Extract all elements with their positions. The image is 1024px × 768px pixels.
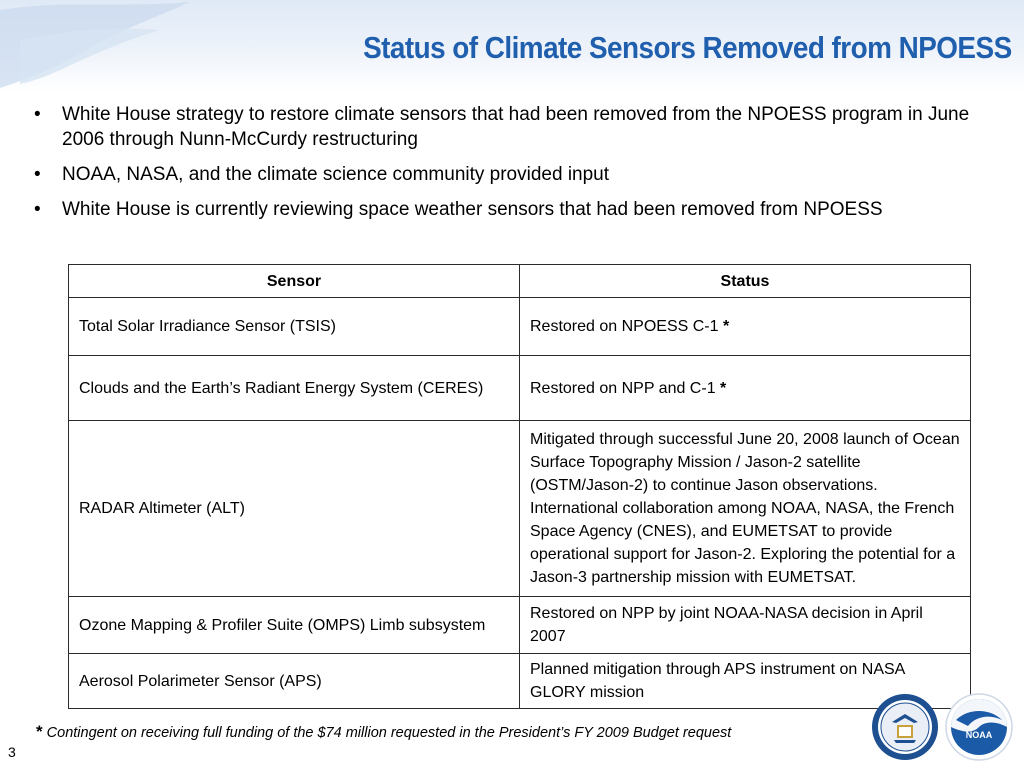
bullet-text: White House is currently reviewing space weather sensors that had been removed from NPOESS	[62, 199, 883, 220]
sensor-status-table	[68, 264, 971, 709]
status-cell	[520, 597, 971, 654]
page-number: 3	[8, 744, 16, 760]
table-header-row	[69, 265, 971, 298]
bullet-marker: •	[34, 164, 41, 185]
footnote	[36, 722, 731, 742]
status-text: Restored on NPOESS C-1	[530, 318, 719, 335]
bullet-item	[30, 162, 990, 187]
noaa-logo-icon	[944, 692, 1014, 762]
sensor-cell: Clouds and the Earth’s Radiant Energy System (CERES)	[69, 356, 520, 421]
status-cell	[520, 356, 971, 421]
table-row	[69, 421, 971, 597]
sensor-cell: RADAR Altimeter (ALT)	[69, 421, 520, 597]
table-row	[69, 356, 971, 421]
bullet-marker: •	[34, 199, 41, 220]
bullet-list	[30, 102, 990, 232]
bullet-text: White House strategy to restore climate sensors that had been removed from the NPOESS program in June 2006 through Nunn-McCurdy restructuring	[62, 104, 970, 150]
page-title: Status of Climate Sensors Removed from NPOESS	[363, 30, 1012, 65]
bird-swoosh-graphic	[0, 0, 300, 92]
status-text: Restored on NPP and C-1	[530, 379, 716, 397]
footnote-star: *	[36, 722, 43, 741]
bullet-marker: •	[34, 104, 41, 125]
sensor-cell: Aerosol Polarimeter Sensor (APS)	[69, 654, 520, 709]
table-row	[69, 597, 971, 654]
status-text: Restored on NPP by joint NOAA-NASA decision in April 2007	[530, 605, 923, 645]
status-text: Mitigated through successful June 20, 2008 launch of Ocean Surface Topography Mission / Jason-2 satellite (OSTM/Jason-2) to continue Jason observations. International collaboration among NOAA, NASA, the French Space Agency (CNES), and EUMETSAT to provide operational support for Jason-2. Exploring the potential for a Jason-3 partnership mission with EUMETSAT.	[530, 431, 960, 586]
bullet-item	[30, 102, 990, 152]
column-header-sensor: Sensor	[69, 265, 520, 298]
footnote-marker: *	[720, 379, 727, 397]
table-row	[69, 298, 971, 356]
column-header-status: Status	[520, 265, 971, 298]
department-of-commerce-seal-icon	[870, 692, 940, 762]
status-cell	[520, 421, 971, 597]
status-cell	[520, 298, 971, 356]
sensor-cell: Ozone Mapping & Profiler Suite (OMPS) Limb subsystem	[69, 597, 520, 654]
footnote-text: Contingent on receiving full funding of the $74 million requested in the President’s FY 2009 Budget request	[46, 725, 732, 741]
sensor-cell: Total Solar Irradiance Sensor (TSIS)	[69, 298, 520, 356]
bullet-text: NOAA, NASA, and the climate science community provided input	[62, 164, 610, 185]
svg-text:NOAA: NOAA	[965, 730, 993, 740]
table-row	[69, 654, 971, 709]
footnote-marker: *	[722, 318, 730, 335]
status-text: Planned mitigation through APS instrument on NASA GLORY mission	[530, 661, 905, 701]
bullet-item	[30, 197, 990, 222]
